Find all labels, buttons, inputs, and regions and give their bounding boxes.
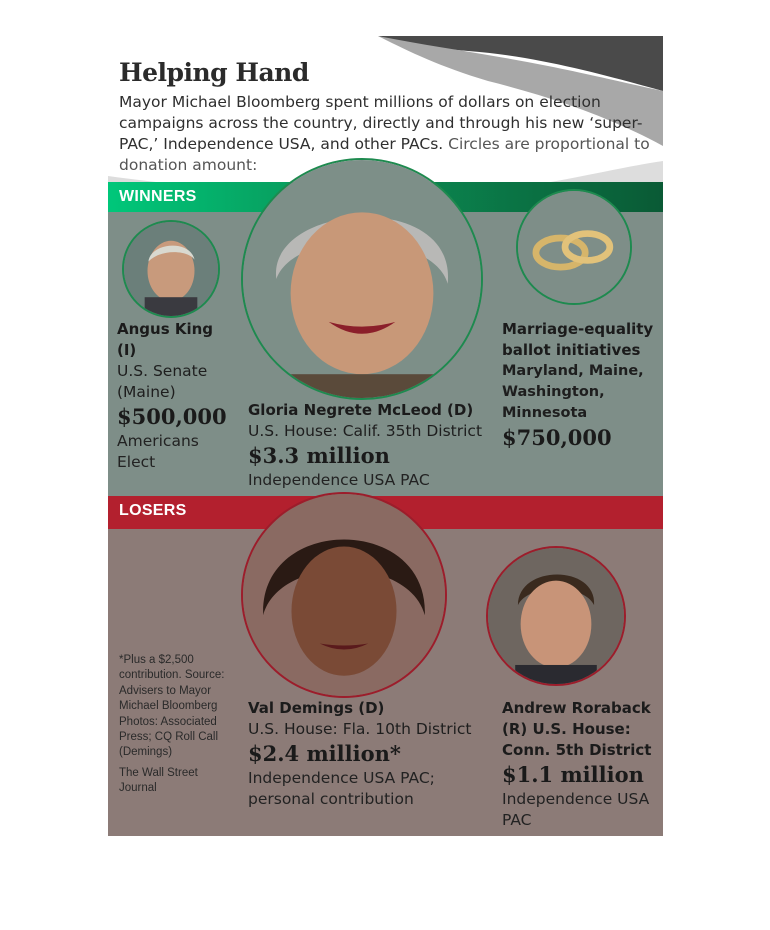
loser-item bbox=[502, 698, 658, 831]
loser-amount: $2.4 million* bbox=[248, 741, 401, 766]
credit-line: The Wall Street Journal bbox=[119, 766, 198, 795]
winner-item bbox=[117, 319, 237, 473]
winner-name: Gloria Negrete McLeod (D) bbox=[248, 401, 474, 419]
loser-amount: $1.1 million bbox=[502, 762, 644, 787]
gloria-negrete-mcleod-photo bbox=[241, 158, 483, 400]
andrew-roraback-photo bbox=[486, 546, 626, 686]
winner-item bbox=[248, 400, 508, 491]
footnote-text: *Plus a $2,500 contribution. Source: Advisers to Mayor Michael Bloomberg Photos: Associated Press; CQ Roll Call (Demings) bbox=[119, 654, 225, 759]
winner-source: Independence USA PAC bbox=[248, 471, 430, 489]
winner-office: Maryland, Maine, Washington, Minnesota bbox=[502, 363, 644, 421]
winner-amount: $500,000 bbox=[117, 404, 227, 429]
loser-source: Independence USA PAC; personal contribution bbox=[248, 769, 435, 808]
winner-office: U.S. Senate (Maine) bbox=[117, 362, 208, 401]
winner-amount: $750,000 bbox=[502, 425, 612, 450]
loser-name: Val Demings (D) bbox=[248, 699, 385, 717]
loser-name: Andrew Roraback (R) U.S. House: Conn. 5th District bbox=[502, 699, 652, 759]
winner-item bbox=[502, 319, 660, 452]
wedding-rings-photo bbox=[516, 189, 632, 305]
angus-king-photo bbox=[122, 220, 220, 318]
losers-label: LOSERS bbox=[119, 502, 187, 519]
loser-office: U.S. House: Fla. 10th District bbox=[248, 720, 472, 738]
winner-office: U.S. House: Calif. 35th District bbox=[248, 422, 483, 440]
winners-label: WINNERS bbox=[119, 188, 197, 205]
intro-main: Mayor Michael Bloomberg spent millions of dollars on election campaigns across the country, directly and through his new ‘super-PAC,’ Independence USA, and other PACs. bbox=[119, 93, 643, 153]
infographic-card bbox=[108, 36, 663, 836]
loser-source: Independence USA PAC bbox=[502, 790, 650, 829]
winner-amount: $3.3 million bbox=[248, 443, 390, 468]
winner-name: Marriage-equality ballot initiatives bbox=[502, 320, 654, 359]
val-demings-photo bbox=[241, 492, 447, 698]
footnote bbox=[119, 653, 229, 797]
page-title: Helping Hand bbox=[119, 58, 309, 87]
winner-source: Americans Elect bbox=[117, 432, 199, 471]
loser-item bbox=[248, 698, 478, 810]
winner-name: Angus King (I) bbox=[117, 320, 214, 359]
intro-note: Circles are proportional to donation amount: bbox=[119, 135, 650, 174]
